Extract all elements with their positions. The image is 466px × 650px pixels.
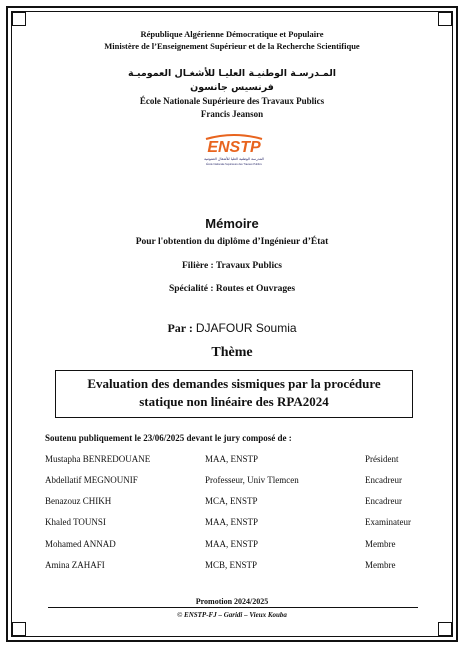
logo-arabic: المدرسة الوطنية العليا للأشغال العمومية [204,157,264,161]
jury-name: Amina ZAHAFI [45,560,105,570]
thesis-title-line-1: Evaluation des demandes sismiques par la procédure [87,376,381,391]
jury-row [45,560,435,572]
promotion-line: Promotion 2024/2025 [195,597,269,606]
jury-role: Encadreur [365,496,402,506]
ministry-line: Ministère de l’Enseignement Supérieur et de la Recherche Scientifique [104,41,360,51]
jury-row [45,475,435,487]
jury-grade: MCA, ENSTP [205,496,258,506]
obtention-line: Pour l'obtention du diplôme d’Ingénieur d’État [135,237,329,247]
jury-name: Abdellatif MEGNOUNIF [45,475,138,485]
jury-name: Mohamed ANNAD [45,539,116,549]
jury-row [45,517,435,529]
school-line: École Nationale Supérieure des Travaux Publics [139,96,325,106]
jury-grade: MAA, ENSTP [205,539,259,549]
jury-name: Khaled TOUNSI [45,517,106,527]
theme-label: Thème [211,345,253,360]
jury-role: Encadreur [365,475,402,485]
author-line [11,321,453,336]
jury-role: Président [365,454,399,464]
memoire-title: Mémoire [205,216,259,231]
footer-address: © ENSTP-FJ – Garidi – Vieux Kouba [177,611,287,619]
jury-grade: MAA, ENSTP [205,517,259,527]
logo-text: ENSTP [207,139,261,156]
jury-name: Benazouz CHIKH [45,496,112,506]
jury-role: Membre [365,560,396,570]
thesis-title-box [55,370,413,418]
jury-row [45,454,435,466]
school-name-line: Francis Jeanson [200,109,264,119]
jury-row [45,539,435,551]
jury-role: Examinateur [365,517,411,527]
thesis-title-line-2: statique non linéaire des RPA2024 [139,394,329,409]
footer-divider [48,607,418,608]
specialite-line: Spécialité : Routes et Ouvrages [168,284,296,294]
jury-grade: MAA, ENSTP [205,454,259,464]
jury-grade: Professeur, Univ Tlemcen [205,475,299,485]
arabic-school-line: المـدرسـة الوطنيـة العليـا للأشغـال العموميـة [127,68,337,79]
author-prefix: Par : [167,321,193,335]
jury-row [45,496,435,508]
defense-intro: Soutenu publiquement le 23/06/2025 devant le jury composé de : [45,433,292,443]
filiere-line: Filière : Travaux Publics [181,261,282,271]
republic-line: République Algérienne Démocratique et Populaire [140,29,324,39]
jury-role: Membre [365,539,396,549]
author-name: DJAFOUR Soumia [195,321,297,335]
arabic-name-line: فرنسيس جانسون [190,82,274,93]
enstp-logo [198,133,270,169]
jury-name: Mustapha BENREDOUANE [45,454,151,464]
logo-sub: École Nationale Supérieure des Travaux Publics [206,163,262,166]
jury-grade: MCB, ENSTP [205,560,258,570]
